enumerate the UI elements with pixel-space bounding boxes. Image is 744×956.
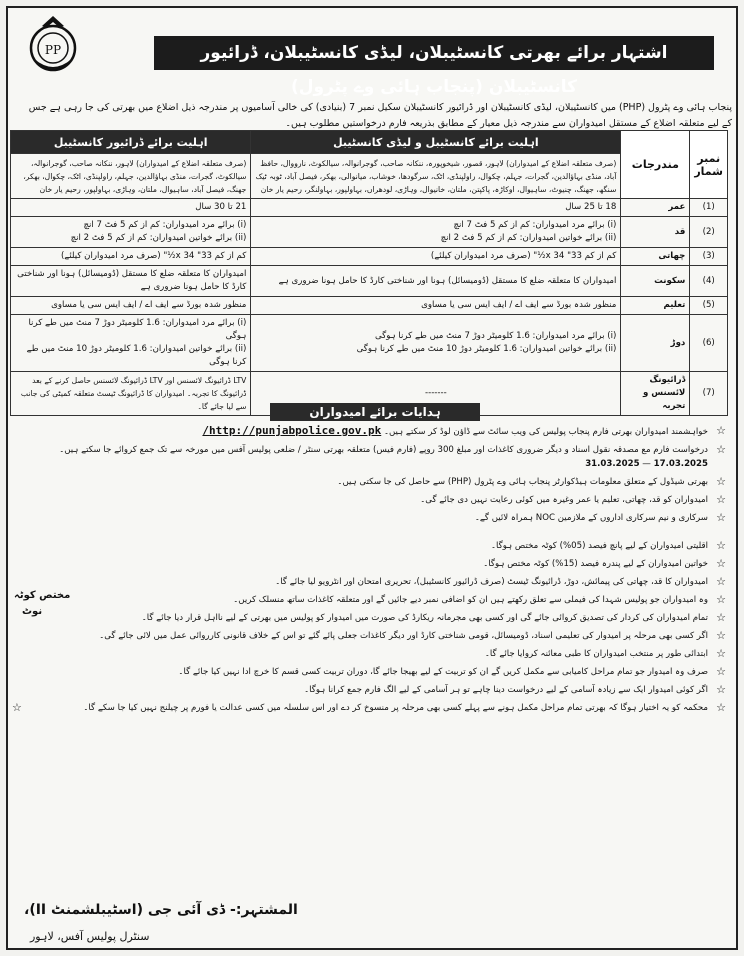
- list-item: ☆ امیدواران کو قد، چھاتی، تعلیم یا عمر وغیرہ میں کوئی رعایت نہیں دی جائے گی۔: [420, 493, 726, 506]
- instructions-list: [10, 424, 728, 719]
- list-item: ☆ محکمہ کو یہ اختیار ہوگا کہ بھرتی تمام مراحل مکمل ہونے سے پہلے کسی بھی مرحلہ پر منسوخ کر دے اور اس سلسلہ میں کسی عدالت یا فورم پر چیلنج نہیں کیا جا سکے گا۔ ☆: [12, 701, 726, 714]
- end-date: 31.03.2025: [585, 459, 640, 469]
- advertiser-signature: المشتہر:- ڈی آئی جی (اسٹیبلشمنٹ II)،: [24, 902, 298, 918]
- star-icon: ☆: [716, 683, 726, 696]
- quota-side-note: مختص کوٹہ: [14, 590, 71, 601]
- list-item: ☆ خواتین امیدواران کے لیے پندرہ فیصد (15%) کوٹہ مختص ہوگا۔: [483, 557, 726, 570]
- list-item: ☆ وہ امیدواران جو پولیس شہدا کی فیملی سے تعلق رکھتے ہیں ان کو اضافی نمبر دیے جائیں گے اور متعلقہ کاغذات ساتھ منسلک کریں۔: [233, 593, 726, 606]
- list-item: ☆ صرف وہ امیدوار جو تمام مراحل کامیابی سے مکمل کریں گے ان کو تربیت کے لیے بھیجا جائے گا، دوران تربیت کسی قسم کا خرچ ادا نہیں کیا جائے گا۔: [178, 665, 726, 678]
- list-item: ☆ درخواست فارم مع مصدقہ نقول اسناد و دیگر ضروری کاغذات اور مبلغ 300 روپے (فارم فیس) متعلقہ بھرتی سنٹر / ضلعی پولیس آفس میں مورخہ سے تک جمع کروائے جا سکتے ہیں۔ 17.03.2025 — 31.03.2025: [59, 443, 726, 469]
- star-icon: ☆: [12, 701, 22, 714]
- star-icon: ☆: [716, 443, 726, 456]
- table-row: (1) عمر 18 تا 25 سال 21 تا 30 سال: [11, 199, 728, 217]
- table-row: (5) تعلیم منظور شدہ بورڈ سے ایف اے / ایف ایس سی یا مساوی منظور شدہ بورڈ سے ایف اے / ایف ایس سی یا مساوی: [11, 297, 728, 315]
- list-item: ☆ خواہشمند امیدواران بھرتی فارم پنجاب پولیس کی ویب سائٹ سے ڈاؤن لوڈ کر سکتے ہیں۔ http://punjabpolice.gov.pk/: [202, 424, 726, 437]
- police-emblem-icon: [20, 14, 86, 74]
- table-row: (2) قد (i) برائے مرد امیدواران: کم از کم 5 فٹ 7 انچ (ii) برائے خواتین امیدواران: کم از کم 5 فٹ 2 انچ (i) برائے مرد امیدواران: کم از کم 5 فٹ 7 انچ (ii) برائے خواتین امیدواران: کم از کم 5 فٹ 2 انچ: [11, 217, 728, 248]
- star-icon: ☆: [716, 665, 726, 678]
- star-icon: ☆: [716, 593, 726, 606]
- page-title: اشتہار برائے بھرتی کانسٹیبلان، لیڈی کانسٹیبلان، ڈرائیور کانسٹیبلان (پنجاب ہائی وے پٹرول): [154, 36, 714, 70]
- star-icon: ☆: [716, 557, 726, 570]
- star-icon: ☆: [716, 647, 726, 660]
- star-icon: ☆: [716, 575, 726, 588]
- list-item: ☆ ابتدائی طور پر منتخب امیدواران کا طبی معائنہ کروایا جائے گا۔: [484, 647, 726, 660]
- col-item-header: مندرجات: [621, 131, 690, 199]
- note-side-label: نوٹ: [22, 606, 43, 617]
- star-icon: ☆: [716, 493, 726, 506]
- intro-paragraph: پنجاب ہائی وے پٹرول (PHP) میں کانسٹیبلان، لیڈی کانسٹیبلان اور ڈرائیور کانسٹیبلان سکیل نمبر 7 (بنیادی) کی خالی آسامیوں پر مندرجہ ذیل اضلاع میں بھرتی کی جا رہی ہے جس کے لیے متعلقہ اضلاع کے مستقل امیدواران سے مندرجہ ذیل معیار کے مطابق بذریعہ فارم درخواستیں مطلوب ہیں۔: [28, 102, 732, 129]
- table-row: (3) چھاتی کم از کم 33" x 34½" (صرف مرد امیدواران کیلئے) کم از کم 33" x 34½" (صرف مرد امیدواران کیلئے): [11, 248, 728, 266]
- star-icon: ☆: [716, 511, 726, 524]
- star-icon: ☆: [716, 611, 726, 624]
- svg-text:PP: PP: [44, 43, 62, 57]
- list-item: ☆ بھرتی شیڈول کے متعلق معلومات ہیڈکوارٹر پنجاب ہائی وے پٹرول (PHP) سے حاصل کی جا سکتی ہیں۔: [337, 475, 726, 488]
- star-icon: ☆: [716, 475, 726, 488]
- list-item: ☆ تمام امیدواران کی کردار کی تصدیق کروائی جائے گی اور کسی بھی مجرمانہ ریکارڈ کی صورت میں امیدوار کو پولیس میں بھرتی کے لیے نااہل قرار دیا جائے گا۔: [141, 611, 726, 624]
- list-item: ☆ سرکاری و نیم سرکاری اداروں کے ملازمین NOC ہمراہ لائیں گے۔: [474, 511, 726, 524]
- list-item: ☆ اگر کسی بھی مرحلہ پر امیدوار کی تعلیمی اسناد، ڈومیسائل، قومی شناختی کارڈ اور دیگر کاغذات جعلی پائے گئے تو اس کے خلاف قانونی کارروائی عمل میں لائی جائے گی۔: [99, 629, 726, 642]
- constable-districts: (صرف متعلقہ اضلاع کے امیدواران) لاہور، قصور، شیخوپورہ، ننکانہ صاحب، گوجرانوالہ، سیالکوٹ، نارووال، حافظ آباد، منڈی بہاؤالدین، گجرات، جہلم، چکوال، راولپنڈی، اٹک، سرگودھا، خوشاب، میانوالی، بھکر، فیصل آباد، ٹوبہ ٹیک سنگھ، جھنگ، چنیوٹ، ساہیوال، اوکاڑہ، پاکپتن، ملتان، خانیوال، وہاڑی، لودھراں، بہاولپور، بہاولنگر، رحیم یار خان: [251, 154, 621, 199]
- table-row: (7) ڈرائیونگ لائسنس و تجربہ ------- LTV ڈرائیونگ لائسنس اور LTV ڈرائیونگ لائسنس حاصل کرنے کے بعد ڈرائیونگ کا تجربہ۔ امیدواران کا ڈرائیونگ ٹیسٹ متعلقہ کمیٹی کی جانب سے لیا جائے گا۔: [11, 372, 728, 416]
- website-link[interactable]: http://punjabpolice.gov.pk/: [202, 424, 382, 437]
- star-icon: ☆: [716, 629, 726, 642]
- driver-districts: (صرف متعلقہ اضلاع کے امیدواران) لاہور، ننکانہ صاحب، گوجرانوالہ، سیالکوٹ، گجرات، منڈی بہاؤالدین، جہلم، راولپنڈی، اٹک، چکوال، بھکر، جھنگ، فیصل آباد، ساہیوال، ملتان، وہاڑی، بہاولپور، رحیم یار خان: [11, 154, 251, 199]
- col-constable-header: اہلیت برائے کانسٹیبل و لیڈی کانسٹیبل: [251, 131, 621, 154]
- list-item: ☆ امیدواران کا قد، چھاتی کی پیمائش، دوڑ، ڈرائیونگ ٹیسٹ (صرف ڈرائیور کانسٹیبل)، تحریری امتحان اور انٹرویو لیا جائے گا۔: [275, 575, 726, 588]
- eligibility-table: [10, 130, 728, 416]
- table-row: (6) دوڑ (i) برائے مرد امیدواران: 1.6 کلومیٹر دوڑ 7 منٹ میں طے کرنا ہوگی (ii) برائے خواتین امیدواران: 1.6 کلومیٹر دوڑ 10 منٹ میں طے کرنا ہوگی (i) برائے مرد امیدواران: 1.6 کلومیٹر دوڑ 7 منٹ میں طے کرنا ہوگی (ii) برائے خواتین امیدواران: 1.6 کلومیٹر دوڑ 10 منٹ میں طے کرنا ہوگی: [11, 315, 728, 372]
- star-icon: ☆: [716, 539, 726, 552]
- instructions-heading: ہدایات برائے امیدواران: [270, 403, 480, 421]
- col-number-header: نمبر شمار: [690, 131, 728, 199]
- start-date: 17.03.2025: [653, 459, 708, 469]
- list-item: ☆ اقلیتی امیدواران کے لیے پانچ فیصد (05%) کوٹہ مختص ہوگا۔: [490, 539, 726, 552]
- star-icon: ☆: [716, 424, 726, 437]
- star-icon: ☆: [716, 701, 726, 714]
- advertiser-office: سنٹرل پولیس آفس، لاہور: [30, 930, 150, 943]
- list-item: ☆ اگر کوئی امیدوار ایک سے زیادہ آسامی کے لیے درخواست دینا چاہے تو ہر آسامی کے لیے الگ فارم جمع کرانا ہوگا۔: [304, 683, 726, 696]
- col-driver-header: اہلیت برائے ڈرائیور کانسٹیبل: [11, 131, 251, 154]
- table-row: (4) سکونت امیدواران کا متعلقہ ضلع کا مستقل (ڈومیسائل) ہونا اور شناختی کارڈ کا حامل ہونا ضروری ہے امیدواران کا متعلقہ ضلع کا مستقل (ڈومیسائل) ہونا اور شناختی کارڈ کا حامل ہونا ضروری ہے: [11, 266, 728, 297]
